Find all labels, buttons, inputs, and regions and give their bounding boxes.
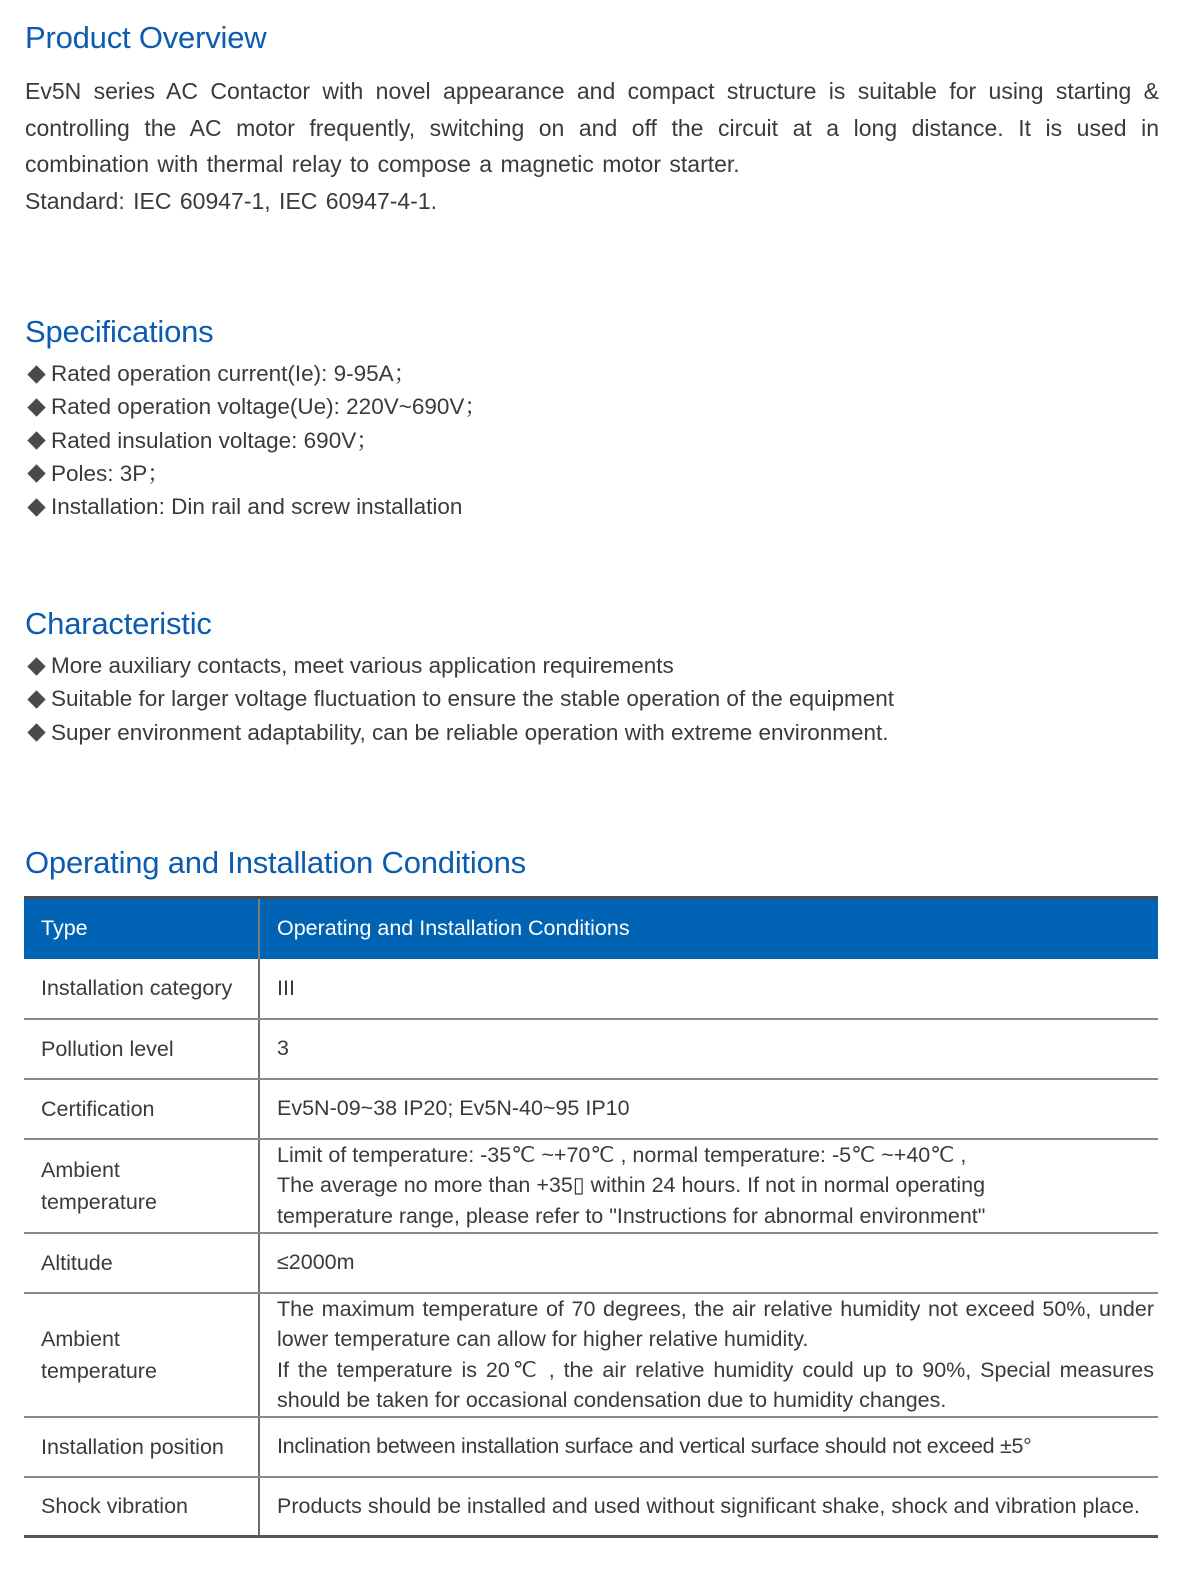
characteristic-item: Super environment adaptability, can be reliable operation with extreme environment.	[25, 716, 894, 749]
diamond-bullet-icon	[27, 465, 45, 483]
table-row	[24, 1477, 1158, 1537]
table-row	[24, 1139, 1158, 1233]
column-header-type: Type	[24, 898, 259, 959]
specifications-list	[25, 357, 487, 523]
table-header-row	[24, 898, 1158, 959]
overview-body: Ev5N series AC Contactor with novel appearance and compact structure is suitable for using starting & controlling the AC motor frequently, switching on and off the circuit at a long distance. It is used in combination with thermal relay to compose a magnetic motor starter.	[25, 78, 1159, 177]
overview-text	[25, 73, 1159, 219]
spec-item: Poles: 3P；	[25, 457, 487, 490]
table-row	[24, 1019, 1158, 1079]
table-row	[24, 959, 1158, 1019]
table-row	[24, 1079, 1158, 1139]
row-value: Ev5N-09~38 IP20; Ev5N-40~95 IP10	[259, 1079, 1158, 1139]
row-type: Ambient temperature	[24, 1139, 259, 1233]
row-type: Pollution level	[24, 1019, 259, 1079]
conditions-heading: Operating and Installation Conditions	[25, 845, 526, 880]
diamond-bullet-icon	[27, 723, 45, 741]
diamond-bullet-icon	[27, 398, 45, 416]
spec-item: Rated operation current(Ie): 9-95A；	[25, 357, 487, 390]
row-value: 3	[259, 1019, 1158, 1079]
table-row	[24, 1293, 1158, 1417]
row-type: Shock vibration	[24, 1477, 259, 1537]
conditions-table	[24, 896, 1158, 1538]
overview-standard: Standard: IEC 60947-1, IEC 60947-4-1.	[25, 187, 438, 214]
diamond-bullet-icon	[27, 657, 45, 675]
row-value: The maximum temperature of 70 degrees, the air relative humidity not exceed 50%, under lower temperature can allow for higher relative humidity. If the temperature is 20℃ , the air relative humidity could up to 90%, Special measures should be taken for occasional condensation due to humidity changes.	[259, 1293, 1158, 1417]
spec-item: Rated insulation voltage: 690V；	[25, 424, 487, 457]
table-row	[24, 1417, 1158, 1477]
overview-heading: Product Overview	[25, 20, 267, 55]
spec-item: Rated operation voltage(Ue): 220V~690V；	[25, 390, 487, 423]
row-value: Limit of temperature: -35℃ ~+70℃ , normal temperature: -5℃ ~+40℃ , The average no more than +35▯ within 24 hours. If not in normal operating temperature range, please refer to "Instructions for abnormal environment"	[259, 1139, 1158, 1233]
diamond-bullet-icon	[27, 690, 45, 708]
row-value: Inclination between installation surface and vertical surface should not exceed ±5°	[259, 1417, 1158, 1477]
row-type: Ambient temperature	[24, 1293, 259, 1417]
diamond-bullet-icon	[27, 365, 45, 383]
spec-item: Installation: Din rail and screw installation	[25, 490, 487, 523]
characteristic-item: More auxiliary contacts, meet various application requirements	[25, 649, 894, 682]
row-value: III	[259, 959, 1158, 1019]
characteristic-list	[25, 649, 894, 749]
diamond-bullet-icon	[27, 431, 45, 449]
table-row	[24, 1233, 1158, 1293]
column-header-conditions: Operating and Installation Conditions	[259, 898, 1158, 959]
row-value: ≤2000m	[259, 1233, 1158, 1293]
characteristic-item: Suitable for larger voltage fluctuation to ensure the stable operation of the equipment	[25, 682, 894, 715]
row-type: Installation position	[24, 1417, 259, 1477]
row-type: Altitude	[24, 1233, 259, 1293]
row-value: Products should be installed and used without significant shake, shock and vibration place.	[259, 1477, 1158, 1537]
specifications-heading: Specifications	[25, 314, 214, 349]
row-type: Certification	[24, 1079, 259, 1139]
characteristic-heading: Characteristic	[25, 606, 212, 641]
row-type: Installation category	[24, 959, 259, 1019]
diamond-bullet-icon	[27, 498, 45, 516]
